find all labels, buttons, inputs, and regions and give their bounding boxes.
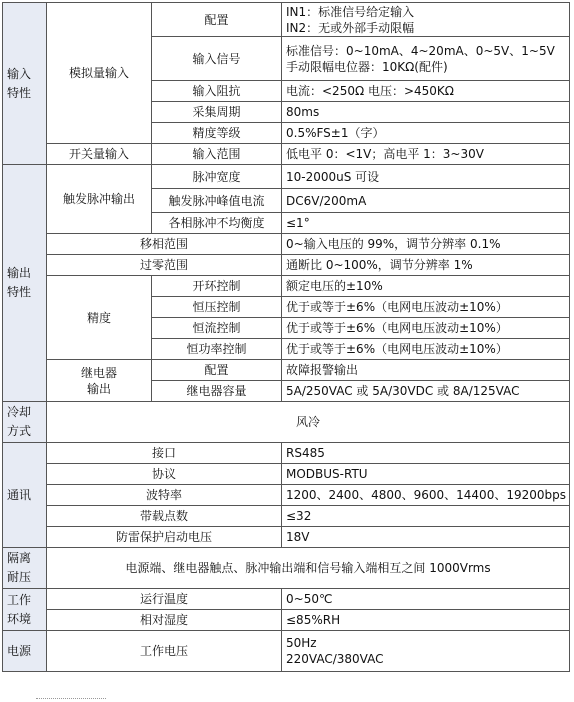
switch-input-group: 开关量输入 — [47, 144, 152, 165]
pulse-width-label: 脉冲宽度 — [152, 165, 282, 189]
interface-value: RS485 — [282, 443, 570, 464]
baud-label: 波特率 — [47, 485, 282, 506]
signal-value — [282, 37, 570, 81]
const-power-label: 恒功率控制 — [152, 339, 282, 360]
spec-table — [2, 2, 570, 672]
table-row — [3, 255, 570, 276]
table-row — [3, 165, 570, 189]
section-isolation: 隔离耐压 — [3, 548, 47, 589]
protocol-value: MODBUS-RTU — [282, 464, 570, 485]
relay-group-line-2: 输出 — [86, 381, 111, 396]
voltage-label: 工作电压 — [47, 631, 282, 672]
analog-input-group: 模拟量输入 — [47, 3, 152, 144]
table-row — [3, 402, 570, 443]
pulse-width-value: 10-2000uS 可设 — [282, 165, 570, 189]
isolation-value: 电源端、继电器触点、脉冲输出端和信号输入端相互之间 1000Vrms — [47, 548, 570, 589]
table-row — [3, 485, 570, 506]
zero-cross-label: 过零范围 — [47, 255, 282, 276]
signal-value-line-2: 手动限幅电位器：10KΩ(配件) — [286, 59, 448, 74]
config-label: 配置 — [152, 3, 282, 37]
voltage-value-line-1: 50Hz — [286, 636, 317, 650]
range-label: 输入范围 — [152, 144, 282, 165]
pulse-peak-label: 触发脉冲峰值电流 — [152, 189, 282, 213]
config-value-line-1: IN1：标准信号给定输入 — [286, 4, 415, 19]
pulse-peak-value: DC6V/200mA — [282, 189, 570, 213]
section-output: 输出特性 — [3, 165, 47, 402]
table-row — [3, 631, 570, 672]
const-power-value: 优于或等于±6%（电网电压波动±10%） — [282, 339, 570, 360]
const-voltage-label: 恒压控制 — [152, 297, 282, 318]
phase-shift-label: 移相范围 — [47, 234, 282, 255]
accuracy-value: 0.5%FS±1（字） — [282, 123, 570, 144]
table-row — [3, 234, 570, 255]
relay-config-label: 配置 — [152, 360, 282, 381]
phase-shift-value: 0~输入电压的 99%，调节分辨率 0.1% — [282, 234, 570, 255]
const-voltage-value: 优于或等于±6%（电网电压波动±10%） — [282, 297, 570, 318]
humidity-value: ≤85%RH — [282, 610, 570, 631]
table-row — [3, 144, 570, 165]
cooling-value: 风冷 — [47, 402, 570, 443]
table-row — [3, 276, 570, 297]
table-row — [3, 506, 570, 527]
load-label: 带载点数 — [47, 506, 282, 527]
relay-capacity-value: 5A/250VAC 或 5A/30VDC 或 8A/125VAC — [282, 381, 570, 402]
voltage-value — [282, 631, 570, 672]
surge-value: 18V — [282, 527, 570, 548]
imbalance-label: 各相脉冲不均衡度 — [152, 213, 282, 234]
open-loop-value: 额定电压的±10% — [282, 276, 570, 297]
section-input: 输入特性 — [3, 3, 47, 165]
temp-label: 运行温度 — [47, 589, 282, 610]
section-cooling: 冷却方式 — [3, 402, 47, 443]
footer-divider — [36, 698, 106, 702]
table-row — [3, 527, 570, 548]
humidity-label: 相对湿度 — [47, 610, 282, 631]
table-row — [3, 548, 570, 589]
impedance-value: 电流：<250Ω 电压：>450KΩ — [282, 81, 570, 102]
range-value: 低电平 0：<1V；高电平 1：3~30V — [282, 144, 570, 165]
section-comm: 通讯 — [3, 443, 47, 548]
trigger-output-group: 触发脉冲输出 — [47, 165, 152, 234]
sampling-label: 采集周期 — [152, 102, 282, 123]
temp-value: 0~50℃ — [282, 589, 570, 610]
signal-value-line-1: 标准信号：0~10mA、4~20mA、0~5V、1~5V — [286, 43, 555, 58]
imbalance-value: ≤1° — [282, 213, 570, 234]
const-current-label: 恒流控制 — [152, 318, 282, 339]
accuracy-label: 精度等级 — [152, 123, 282, 144]
table-row — [3, 589, 570, 610]
table-row — [3, 3, 570, 37]
table-row — [3, 610, 570, 631]
relay-config-value: 故障报警输出 — [282, 360, 570, 381]
interface-label: 接口 — [47, 443, 282, 464]
section-power: 电源 — [3, 631, 47, 672]
load-value: ≤32 — [282, 506, 570, 527]
relay-group-line-1: 继电器 — [80, 365, 117, 380]
open-loop-label: 开环控制 — [152, 276, 282, 297]
table-row — [3, 464, 570, 485]
zero-cross-value: 通断比 0~100%，调节分辨率 1% — [282, 255, 570, 276]
signal-label: 输入信号 — [152, 37, 282, 81]
relay-capacity-label: 继电器容量 — [152, 381, 282, 402]
table-row — [3, 443, 570, 464]
baud-value: 1200、2400、4800、9600、14400、19200bps — [282, 485, 570, 506]
impedance-label: 输入阻抗 — [152, 81, 282, 102]
relay-output-group — [47, 360, 152, 402]
const-current-value: 优于或等于±6%（电网电压波动±10%） — [282, 318, 570, 339]
precision-group: 精度 — [47, 276, 152, 360]
table-row — [3, 360, 570, 381]
protocol-label: 协议 — [47, 464, 282, 485]
surge-label: 防雷保护启动电压 — [47, 527, 282, 548]
voltage-value-line-2: 220VAC/380VAC — [286, 652, 384, 666]
config-value — [282, 3, 570, 37]
config-value-line-2: IN2：无或外部手动限幅 — [286, 20, 415, 35]
section-environment: 工作环境 — [3, 589, 47, 631]
sampling-value: 80ms — [282, 102, 570, 123]
